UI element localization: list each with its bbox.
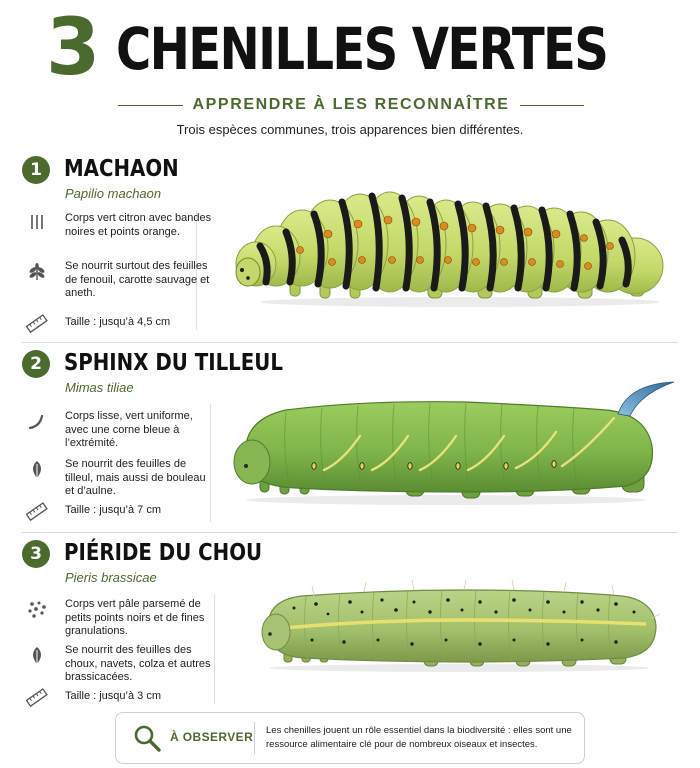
feature-text: Corps lisse, vert uniforme, avec une corne bleue à l’extrémité.: [65, 410, 193, 449]
subtitle-rule-left: [118, 105, 183, 106]
feature-text: Taille : jusqu’à 7 cm: [65, 504, 161, 516]
page-title: CHENILLES VERTES: [116, 15, 608, 83]
feature-text: Se nourrit des feuilles des choux, navets, colza et autres brassicacées.: [65, 644, 211, 683]
species-number-badge: 2: [22, 350, 50, 378]
plant-sprig-icon: [24, 260, 50, 284]
subtitle-rule-right: [520, 105, 585, 106]
stripes-icon: [24, 212, 50, 236]
observe-text: Les chenilles jouent un rôle essentiel dans la biodiversité : elles sont une ressource alimentaire clé pour de nombreux oiseaux et insectes.: [266, 725, 572, 750]
header: [0, 0, 700, 150]
species-number-badge: 1: [22, 156, 50, 184]
header-number: 3: [46, 3, 101, 93]
feature-text: Corps vert citron avec bandes noires et points orange.: [65, 212, 212, 238]
ruler-icon: [24, 686, 50, 710]
feature-text: Taille : jusqu’à 4,5 cm: [65, 316, 171, 328]
species-card-machaon: [0, 150, 700, 340]
tagline: Trois espèces communes, trois apparences bien différentes.: [176, 122, 524, 137]
species-number-badge: 3: [22, 540, 50, 568]
species-latin-name: Papilio machaon: [65, 186, 162, 201]
section-divider: [22, 532, 678, 533]
leaf-icon: [24, 458, 50, 482]
species-latin-name: Pieris brassicae: [65, 570, 157, 585]
section-divider: [22, 342, 678, 343]
horn-icon: [24, 410, 50, 434]
feature-text: Corps vert pâle parsemé de petits points noirs et de fines granulations.: [65, 598, 205, 637]
species-name: SPHINX DU TILLEUL: [64, 350, 283, 376]
feature-text: Taille : jusqu’à 3 cm: [65, 690, 161, 702]
feature-text: Se nourrit surtout des feuilles de fenouil, carotte sauvage et aneth.: [65, 260, 210, 299]
observe-box: [115, 712, 585, 764]
species-card-pieris: [0, 534, 700, 708]
leaf-icon: [24, 644, 50, 668]
ruler-icon: [24, 312, 50, 336]
machaon-caterpillar-illustration: [230, 170, 670, 310]
sphinx-caterpillar-illustration: [226, 374, 676, 506]
dots-icon: [24, 598, 50, 622]
page-subtitle: APPRENDRE À LES RECONNAÎTRE: [192, 96, 510, 113]
ruler-icon: [24, 500, 50, 524]
feature-text: Se nourrit des feuilles de tilleul, mais aussi de bouleau et d’aulne.: [65, 458, 206, 497]
magnifier-icon: [132, 723, 162, 753]
observe-label: À OBSERVER: [170, 730, 254, 744]
subtitle-row: [118, 94, 584, 116]
species-name: PIÉRIDE DU CHOU: [64, 540, 263, 566]
species-name: MACHAON: [64, 156, 179, 182]
observe-divider: [254, 722, 255, 754]
species-latin-name: Mimas tiliae: [65, 380, 134, 395]
pieris-caterpillar-illustration: [254, 578, 662, 674]
species-card-sphinx: [0, 344, 700, 530]
